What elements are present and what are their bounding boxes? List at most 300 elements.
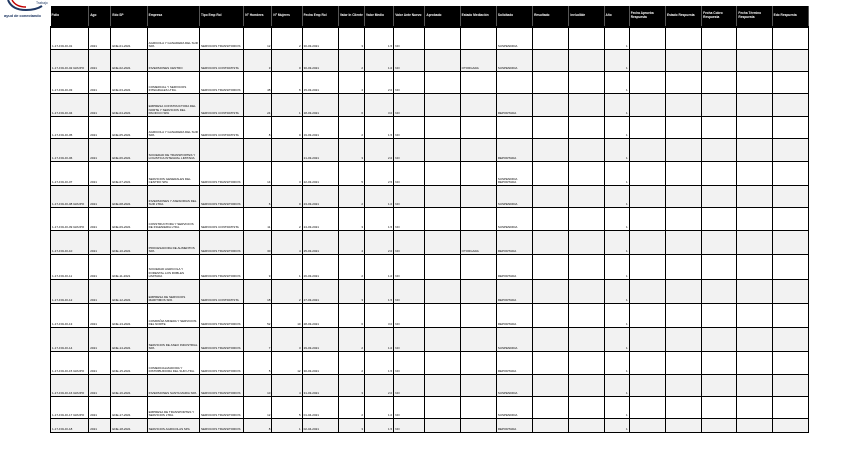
table-cell[interactable] (629, 279, 665, 303)
table-cell[interactable]: 2 (338, 49, 364, 71)
table-cell[interactable] (425, 374, 460, 396)
table-cell[interactable] (772, 93, 808, 116)
table-row[interactable] (51, 138, 809, 161)
table-cell[interactable] (629, 327, 665, 351)
table-cell[interactable]: SOCIEDAD DE TRANSPORTES Y LOGISTICA INTEGRAL LIMITADA (147, 138, 199, 161)
table-cell[interactable]: 2021 (89, 116, 111, 138)
table-cell[interactable]: 29-03-2021 (302, 327, 338, 351)
table-cell[interactable]: AGRICOLA Y GANADERA DEL SUR SPA (147, 116, 199, 138)
table-cell[interactable] (569, 116, 604, 138)
table-cell[interactable]: SERVICIOS TRANSITORIOS (199, 27, 243, 49)
table-cell[interactable]: SERVICIOS TRANSITORIOS (199, 71, 243, 93)
table-cell[interactable] (737, 303, 772, 327)
table-cell[interactable] (702, 93, 737, 116)
table-cell[interactable] (533, 351, 569, 374)
table-cell[interactable]: 1.5 (365, 27, 394, 49)
column-header[interactable]: Fecha Aprueba Respuesta (629, 6, 665, 27)
column-header[interactable]: Fecha Cobro Respuesta (702, 6, 737, 27)
table-cell[interactable]: ENE-01-2021 (111, 27, 147, 49)
table-cell[interactable]: 2 (338, 327, 364, 351)
table-cell[interactable] (772, 279, 808, 303)
table-cell[interactable] (569, 303, 604, 327)
table-cell[interactable]: ENE-18-2021 (111, 418, 147, 432)
table-cell[interactable] (665, 49, 701, 71)
table-cell[interactable] (629, 418, 665, 432)
table-cell[interactable] (702, 396, 737, 418)
table-cell[interactable] (460, 374, 496, 396)
table-cell[interactable]: 02-04-2021 (302, 418, 338, 432)
table-cell[interactable]: 1-17-FOLIO-03 (51, 71, 89, 93)
table-cell[interactable] (629, 396, 665, 418)
table-cell[interactable] (772, 116, 808, 138)
table-cell[interactable] (199, 138, 243, 161)
table-cell[interactable] (629, 116, 665, 138)
table-cell[interactable] (569, 279, 604, 303)
table-cell[interactable] (629, 138, 665, 161)
table-cell[interactable]: 6 (272, 71, 302, 93)
table-cell[interactable]: 21-03-2021 (302, 138, 338, 161)
table-cell[interactable]: 1.5 (365, 116, 394, 138)
table-cell[interactable]: 2.5 (365, 161, 394, 185)
table-cell[interactable] (533, 327, 569, 351)
table-cell[interactable] (665, 279, 701, 303)
table-cell[interactable]: 1-17-FOLIO-16 GRUPO (51, 374, 89, 396)
table-cell[interactable]: 1-17-FOLIO-13 (51, 303, 89, 327)
table-cell[interactable]: 2 (272, 279, 302, 303)
table-cell[interactable]: SUSPENDIDA REPORTADA (496, 161, 532, 185)
table-cell[interactable]: 1-17-FOLIO-02 GRUPO (51, 49, 89, 71)
table-cell[interactable]: NO (394, 207, 425, 230)
table-cell[interactable]: 23-03-2021 (302, 185, 338, 207)
table-cell[interactable]: NO (394, 374, 425, 396)
table-cell[interactable]: 14 (244, 161, 272, 185)
table-cell[interactable] (569, 27, 604, 49)
table-cell[interactable]: ENE-08-2021 (111, 185, 147, 207)
table-cell[interactable] (772, 396, 808, 418)
table-cell[interactable] (737, 93, 772, 116)
table-cell[interactable] (533, 116, 569, 138)
table-cell[interactable]: 1.5 (365, 351, 394, 374)
table-cell[interactable]: 1 (604, 138, 629, 161)
table-cell[interactable] (533, 138, 569, 161)
table-cell[interactable]: 1.0 (365, 185, 394, 207)
table-cell[interactable]: ENE-17-2021 (111, 396, 147, 418)
table-cell[interactable]: 1.5 (365, 418, 394, 432)
table-row[interactable] (51, 93, 809, 116)
table-cell[interactable]: 3 (338, 279, 364, 303)
table-cell[interactable]: 3.0 (365, 303, 394, 327)
table-cell[interactable]: 4 (338, 71, 364, 93)
table-cell[interactable]: 24-03-2021 (302, 207, 338, 230)
table-cell[interactable]: 25-03-2021 (302, 230, 338, 254)
table-cell[interactable]: 1 (272, 93, 302, 116)
table-cell[interactable] (629, 185, 665, 207)
table-cell[interactable] (425, 230, 460, 254)
table-cell[interactable] (737, 116, 772, 138)
table-cell[interactable]: ENE-09-2021 (111, 207, 147, 230)
table-cell[interactable]: NO (394, 327, 425, 351)
table-cell[interactable] (772, 138, 808, 161)
table-cell[interactable]: SERVICIOS TRANSITORIOS (199, 161, 243, 185)
table-cell[interactable] (772, 254, 808, 279)
table-cell[interactable]: OTORGADA (460, 230, 496, 254)
column-header[interactable]: N° Hombres (244, 6, 272, 27)
table-cell[interactable] (460, 93, 496, 116)
table-row[interactable] (51, 279, 809, 303)
table-cell[interactable] (569, 93, 604, 116)
table-cell[interactable]: 3 (338, 418, 364, 432)
table-cell[interactable]: 1-17-FOLIO-15 GRUPO (51, 351, 89, 374)
table-cell[interactable]: 8 (244, 116, 272, 138)
table-cell[interactable]: 2021 (89, 303, 111, 327)
table-cell[interactable] (533, 185, 569, 207)
table-cell[interactable]: 3 (338, 374, 364, 396)
table-cell[interactable]: 1 (272, 254, 302, 279)
table-cell[interactable] (629, 374, 665, 396)
table-cell[interactable] (533, 279, 569, 303)
table-cell[interactable]: 2021 (89, 185, 111, 207)
table-cell[interactable]: 31-03-2021 (302, 374, 338, 396)
table-cell[interactable]: 1-17-FOLIO-01 (51, 27, 89, 49)
table-cell[interactable]: SERVICIOS TRANSITORIOS (199, 185, 243, 207)
table-cell[interactable] (569, 138, 604, 161)
column-header[interactable]: Valor In Cliente (338, 6, 364, 27)
table-cell[interactable]: 1-17-FOLIO-05 (51, 116, 89, 138)
table-cell[interactable] (569, 254, 604, 279)
table-cell[interactable] (737, 374, 772, 396)
table-cell[interactable]: 1 (604, 27, 629, 49)
table-cell[interactable]: 2 (338, 396, 364, 418)
table-cell[interactable] (569, 327, 604, 351)
table-cell[interactable]: OTORGADA (460, 49, 496, 71)
table-cell[interactable] (665, 254, 701, 279)
table-cell[interactable]: 7 (244, 327, 272, 351)
column-header[interactable]: Ineludible (569, 6, 604, 27)
table-cell[interactable] (737, 396, 772, 418)
table-cell[interactable] (569, 230, 604, 254)
table-cell[interactable]: 1-17-FOLIO-14 (51, 327, 89, 351)
table-cell[interactable]: NO (394, 161, 425, 185)
table-cell[interactable]: SUSPENDIDA (496, 207, 532, 230)
table-cell[interactable]: 3 (272, 327, 302, 351)
column-header[interactable]: Valor Medio (365, 6, 394, 27)
table-cell[interactable]: 2 (338, 185, 364, 207)
table-cell[interactable] (665, 185, 701, 207)
table-cell[interactable] (772, 230, 808, 254)
column-header[interactable]: Estado Respuesta (665, 6, 701, 27)
table-cell[interactable]: SERVICIOS CONTRATISTA (199, 116, 243, 138)
table-cell[interactable] (665, 327, 701, 351)
table-cell[interactable]: ENE-10-2021 (111, 230, 147, 254)
table-cell[interactable] (629, 161, 665, 185)
table-cell[interactable] (737, 327, 772, 351)
table-cell[interactable]: 1-17-FOLIO-17 GRUPO (51, 396, 89, 418)
table-cell[interactable]: 26-03-2021 (302, 254, 338, 279)
table-cell[interactable] (772, 327, 808, 351)
table-cell[interactable] (737, 351, 772, 374)
table-cell[interactable] (272, 138, 302, 161)
table-cell[interactable]: EMPRESA CONSTRUCTORA DEL NORTE Y SERVICIOS DEL PACIFICO SPA (147, 93, 199, 116)
column-header[interactable]: Edo SP (111, 6, 147, 27)
column-header[interactable]: Edo Respuesta (772, 6, 808, 27)
table-row[interactable] (51, 27, 809, 49)
table-cell[interactable]: NO (394, 138, 425, 161)
table-cell[interactable]: 10 (244, 374, 272, 396)
table-cell[interactable] (460, 396, 496, 418)
table-cell[interactable]: 6 (338, 93, 364, 116)
column-header[interactable]: Solicitado (496, 6, 532, 27)
table-cell[interactable]: 2021 (89, 93, 111, 116)
table-cell[interactable]: 0 (272, 185, 302, 207)
table-cell[interactable]: 2 (338, 351, 364, 374)
table-cell[interactable] (460, 303, 496, 327)
table-cell[interactable]: SERVICIOS TRANSITORIOS (199, 254, 243, 279)
table-cell[interactable] (702, 116, 737, 138)
table-cell[interactable]: SERVICIOS AGRICOLAS SPA (147, 418, 199, 432)
table-cell[interactable]: SUSPENDIDA (496, 327, 532, 351)
table-cell[interactable]: SUSPENDIDA (496, 396, 532, 418)
table-cell[interactable] (772, 374, 808, 396)
table-cell[interactable] (702, 27, 737, 49)
table-cell[interactable] (425, 185, 460, 207)
table-row[interactable] (51, 185, 809, 207)
table-cell[interactable]: 8 (244, 418, 272, 432)
table-cell[interactable]: SERVICIOS TRANSITORIOS (199, 418, 243, 432)
table-cell[interactable] (425, 93, 460, 116)
table-cell[interactable]: PROCESADORA DE ALIMENTOS SPA (147, 230, 199, 254)
table-cell[interactable] (629, 27, 665, 49)
table-cell[interactable] (629, 351, 665, 374)
table-cell[interactable]: ENE-11-2021 (111, 254, 147, 279)
table-cell[interactable]: 1.0 (365, 49, 394, 71)
table-cell[interactable]: 5 (272, 396, 302, 418)
table-cell[interactable]: 1 (604, 207, 629, 230)
table-cell[interactable] (533, 71, 569, 93)
table-cell[interactable]: AGRICOLA Y GANADERA DEL SUR SPA (147, 27, 199, 49)
table-cell[interactable] (569, 161, 604, 185)
table-cell[interactable]: 3 (338, 138, 364, 161)
table-cell[interactable] (533, 254, 569, 279)
table-cell[interactable] (533, 93, 569, 116)
table-cell[interactable] (425, 303, 460, 327)
table-cell[interactable] (425, 327, 460, 351)
column-header[interactable]: Estado Mediación (460, 6, 496, 27)
table-cell[interactable]: 1.0 (365, 254, 394, 279)
table-cell[interactable]: ENE-15-2021 (111, 351, 147, 374)
table-cell[interactable]: 2.0 (365, 374, 394, 396)
table-cell[interactable]: 4 (338, 230, 364, 254)
column-header[interactable]: Valor Ante Nuevo (394, 6, 425, 27)
table-cell[interactable]: NO (394, 418, 425, 432)
table-cell[interactable] (425, 161, 460, 185)
table-cell[interactable]: NO (394, 185, 425, 207)
table-cell[interactable]: NO (394, 27, 425, 49)
table-cell[interactable]: 27-03-2021 (302, 279, 338, 303)
table-cell[interactable] (772, 351, 808, 374)
table-cell[interactable]: NO (394, 116, 425, 138)
table-cell[interactable]: NO (394, 396, 425, 418)
table-cell[interactable]: ENE-02-2021 (111, 49, 147, 71)
table-cell[interactable] (569, 374, 604, 396)
table-cell[interactable] (460, 116, 496, 138)
table-cell[interactable]: 1-17-FOLIO-07 (51, 161, 89, 185)
table-cell[interactable] (569, 207, 604, 230)
table-cell[interactable] (460, 138, 496, 161)
table-cell[interactable] (496, 116, 532, 138)
table-cell[interactable]: 1.0 (365, 396, 394, 418)
table-cell[interactable] (569, 49, 604, 71)
table-cell[interactable]: 1.5 (365, 207, 394, 230)
table-cell[interactable]: ENE-05-2021 (111, 116, 147, 138)
table-cell[interactable] (702, 374, 737, 396)
table-cell[interactable]: 4 (272, 230, 302, 254)
table-cell[interactable]: 19-03-2021 (302, 116, 338, 138)
table-cell[interactable] (737, 161, 772, 185)
table-cell[interactable] (569, 351, 604, 374)
table-cell[interactable]: 1 (604, 327, 629, 351)
table-cell[interactable] (425, 351, 460, 374)
table-cell[interactable]: 1.5 (365, 279, 394, 303)
table-cell[interactable]: 1-17-FOLIO-10 (51, 230, 89, 254)
table-cell[interactable] (533, 303, 569, 327)
table-cell[interactable] (702, 71, 737, 93)
table-cell[interactable]: 2 (338, 116, 364, 138)
table-cell[interactable]: 9 (244, 254, 272, 279)
table-cell[interactable]: SERVICIOS TRANSITORIOS (199, 303, 243, 327)
table-cell[interactable]: 30-03-2021 (302, 49, 338, 71)
table-cell[interactable]: 0 (272, 116, 302, 138)
table-cell[interactable] (737, 254, 772, 279)
table-cell[interactable] (665, 230, 701, 254)
table-cell[interactable] (772, 207, 808, 230)
table-cell[interactable] (737, 279, 772, 303)
table-cell[interactable] (425, 207, 460, 230)
table-cell[interactable]: 3 (338, 207, 364, 230)
column-header[interactable]: Ago (89, 6, 111, 27)
table-cell[interactable]: SUSPENDIDA (496, 27, 532, 49)
table-cell[interactable] (425, 27, 460, 49)
table-cell[interactable] (737, 49, 772, 71)
table-row[interactable] (51, 327, 809, 351)
column-header[interactable]: Fecha Término Respuesta (737, 6, 772, 27)
table-cell[interactable]: REPORTADA (496, 254, 532, 279)
table-cell[interactable] (629, 303, 665, 327)
table-cell[interactable]: 1-17-FOLIO-18 (51, 418, 89, 432)
table-cell[interactable] (425, 279, 460, 303)
table-cell[interactable]: 18-03-2021 (302, 93, 338, 116)
table-cell[interactable] (425, 138, 460, 161)
table-cell[interactable]: 1 (604, 116, 629, 138)
table-cell[interactable]: 2.0 (365, 138, 394, 161)
table-cell[interactable]: 01-04-2021 (302, 396, 338, 418)
table-cell[interactable]: 1 (604, 185, 629, 207)
table-cell[interactable] (702, 279, 737, 303)
table-cell[interactable] (737, 207, 772, 230)
table-cell[interactable] (460, 351, 496, 374)
table-cell[interactable]: INVERSIONES SANTA MARIA SPA (147, 374, 199, 396)
table-cell[interactable]: ENE-14-2021 (111, 327, 147, 351)
column-header[interactable]: Resultado (533, 6, 569, 27)
table-cell[interactable]: 2 (338, 254, 364, 279)
table-cell[interactable]: 0 (272, 49, 302, 71)
column-header[interactable]: N° Mujeres (272, 6, 302, 27)
table-cell[interactable]: 1-17-FOLIO-12 (51, 279, 89, 303)
table-cell[interactable] (569, 396, 604, 418)
table-cell[interactable]: 1 (604, 303, 629, 327)
table-cell[interactable] (702, 49, 737, 71)
table-row[interactable] (51, 396, 809, 418)
table-cell[interactable]: SERVICIOS CONTRATISTA (199, 279, 243, 303)
table-cell[interactable]: 5 (338, 161, 364, 185)
table-cell[interactable]: SERVICIOS CONTRATISTA (199, 207, 243, 230)
table-cell[interactable]: 2 (272, 207, 302, 230)
table-cell[interactable] (629, 207, 665, 230)
table-cell[interactable]: NO (394, 49, 425, 71)
table-cell[interactable] (425, 418, 460, 432)
table-cell[interactable]: ENE-13-2021 (111, 303, 147, 327)
table-cell[interactable]: REPORTADA (496, 351, 532, 374)
table-cell[interactable]: 1.0 (365, 327, 394, 351)
table-cell[interactable]: ENE-03-2021 (111, 71, 147, 93)
table-cell[interactable] (425, 254, 460, 279)
table-cell[interactable] (772, 49, 808, 71)
table-cell[interactable]: 1 (604, 49, 629, 71)
table-row[interactable] (51, 351, 809, 374)
column-header[interactable]: Folio (51, 6, 89, 27)
table-cell[interactable]: NO (394, 93, 425, 116)
table-cell[interactable] (737, 27, 772, 49)
table-cell[interactable]: 22-03-2021 (302, 161, 338, 185)
table-cell[interactable]: 1 (604, 374, 629, 396)
table-cell[interactable]: 2021 (89, 374, 111, 396)
table-cell[interactable] (665, 71, 701, 93)
table-cell[interactable]: 1 (604, 71, 629, 93)
table-cell[interactable] (533, 27, 569, 49)
table-cell[interactable] (629, 71, 665, 93)
table-cell[interactable]: 1 (604, 351, 629, 374)
table-cell[interactable] (460, 161, 496, 185)
table-cell[interactable] (702, 185, 737, 207)
table-cell[interactable]: NO (394, 303, 425, 327)
table-cell[interactable]: ENE-04-2021 (111, 93, 147, 116)
table-cell[interactable] (737, 418, 772, 432)
table-cell[interactable]: 10 (272, 303, 302, 327)
table-cell[interactable]: NO (394, 71, 425, 93)
table-cell[interactable] (665, 374, 701, 396)
table-cell[interactable] (460, 185, 496, 207)
table-cell[interactable] (772, 303, 808, 327)
table-cell[interactable]: 2021 (89, 138, 111, 161)
table-cell[interactable] (569, 185, 604, 207)
table-cell[interactable]: 1 (604, 279, 629, 303)
table-cell[interactable]: 2.0 (365, 230, 394, 254)
table-cell[interactable] (702, 254, 737, 279)
table-cell[interactable] (425, 116, 460, 138)
table-cell[interactable]: ENE-12-2021 (111, 279, 147, 303)
table-cell[interactable]: 1 (604, 254, 629, 279)
table-cell[interactable] (665, 27, 701, 49)
table-cell[interactable]: SERVICIOS TRANSITORIOS (199, 396, 243, 418)
table-cell[interactable]: SERVICIOS TRANSITORIOS (199, 230, 243, 254)
table-cell[interactable]: 2021 (89, 27, 111, 49)
table-cell[interactable]: 1-17-FOLIO-11 (51, 254, 89, 279)
table-row[interactable] (51, 207, 809, 230)
table-cell[interactable] (460, 27, 496, 49)
table-cell[interactable] (772, 161, 808, 185)
table-cell[interactable]: EMPRESA DE SERVICIOS MARITIMOS SPA (147, 279, 199, 303)
column-header[interactable]: Empresa (147, 6, 199, 27)
column-header[interactable]: Año (604, 6, 629, 27)
